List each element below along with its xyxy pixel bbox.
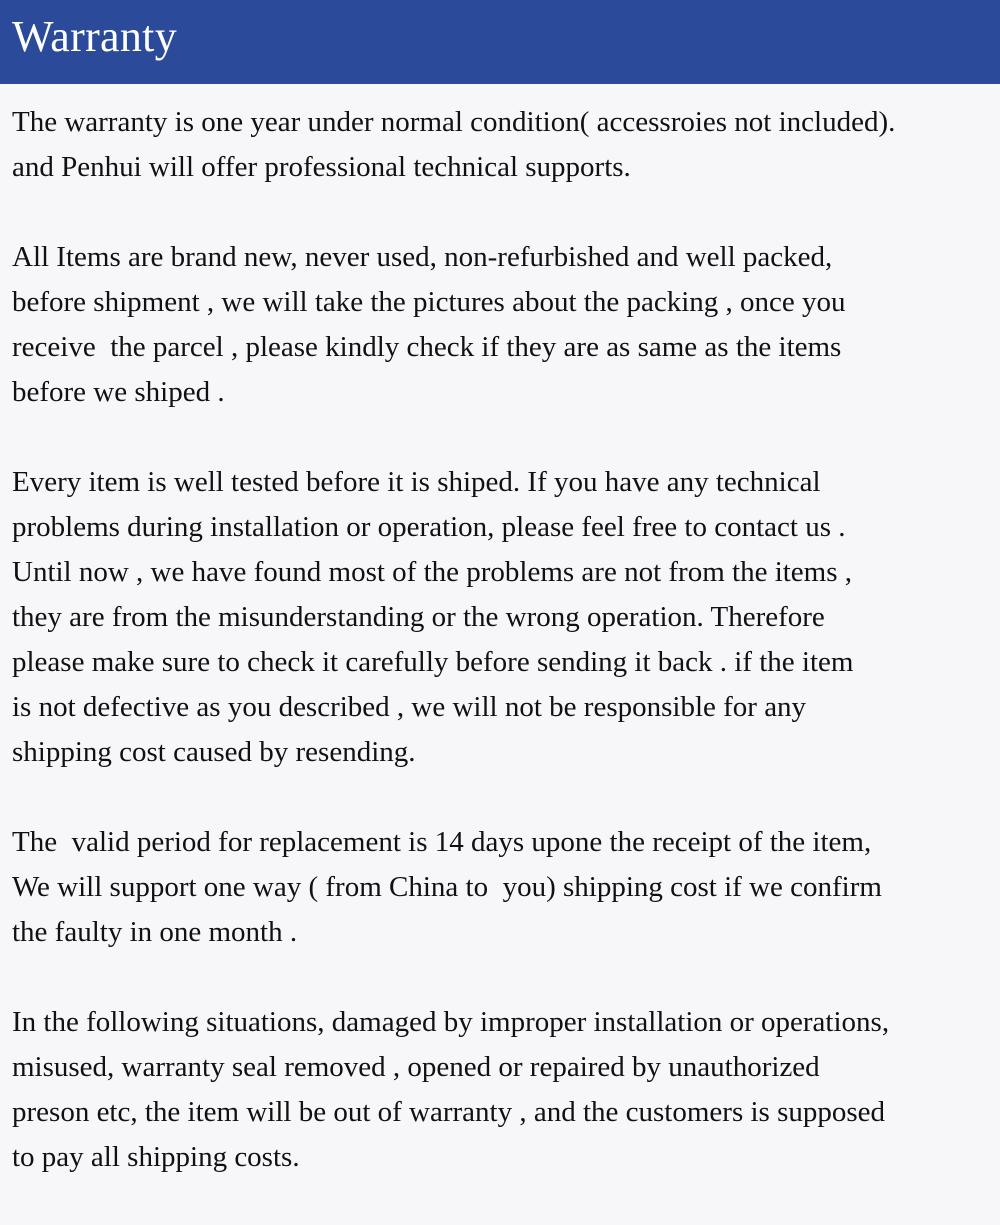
text-line: The warranty is one year under normal condition( accessroies not included). — [12, 106, 896, 138]
text-line: the faulty in one month . — [12, 916, 298, 948]
text-line: All Items are brand new, never used, non-refurbished and well packed, — [12, 241, 833, 273]
warranty-header-banner — [0, 0, 1000, 84]
text-line: preson etc, the item will be out of warranty , and the customers is supposed — [12, 1096, 886, 1128]
paragraph-testing-support — [12, 460, 996, 775]
text-line: problems during installation or operation, please feel free to contact us . — [12, 511, 846, 543]
text-line: before we shiped . — [12, 376, 225, 408]
paragraph-warranty-period — [12, 100, 996, 190]
warranty-body — [12, 100, 996, 1225]
text-line: Until now , we have found most of the problems are not from the items , — [12, 556, 853, 588]
text-line: before shipment , we will take the pictures about the packing , once you — [12, 286, 846, 318]
paragraph-replacement-period — [12, 820, 996, 955]
text-line: and Penhui will offer professional technical supports. — [12, 151, 631, 183]
paragraph-item-condition — [12, 235, 996, 415]
text-line: please make sure to check it carefully before sending it back . if the item — [12, 646, 854, 678]
text-line: shipping cost caused by resending. — [12, 736, 416, 768]
text-line: In the following situations, damaged by improper installation or operations, — [12, 1006, 890, 1038]
text-line: Every item is well tested before it is shiped. If you have any technical — [12, 466, 821, 498]
text-line: to pay all shipping costs. — [12, 1141, 300, 1173]
text-line: they are from the misunderstanding or the wrong operation. Therefore — [12, 601, 825, 633]
text-line: We will support one way ( from China to you) shipping cost if we confirm — [12, 871, 882, 903]
text-line: receive the parcel , please kindly check if they are as same as the items — [12, 331, 842, 363]
text-line: The valid period for replacement is 14 days upone the receipt of the item, — [12, 826, 872, 858]
page-title: Warranty — [12, 12, 177, 61]
text-line: misused, warranty seal removed , opened or repaired by unauthorized — [12, 1051, 820, 1083]
paragraph-warranty-exclusions — [12, 1000, 996, 1180]
text-line: is not defective as you described , we will not be responsible for any — [12, 691, 807, 723]
